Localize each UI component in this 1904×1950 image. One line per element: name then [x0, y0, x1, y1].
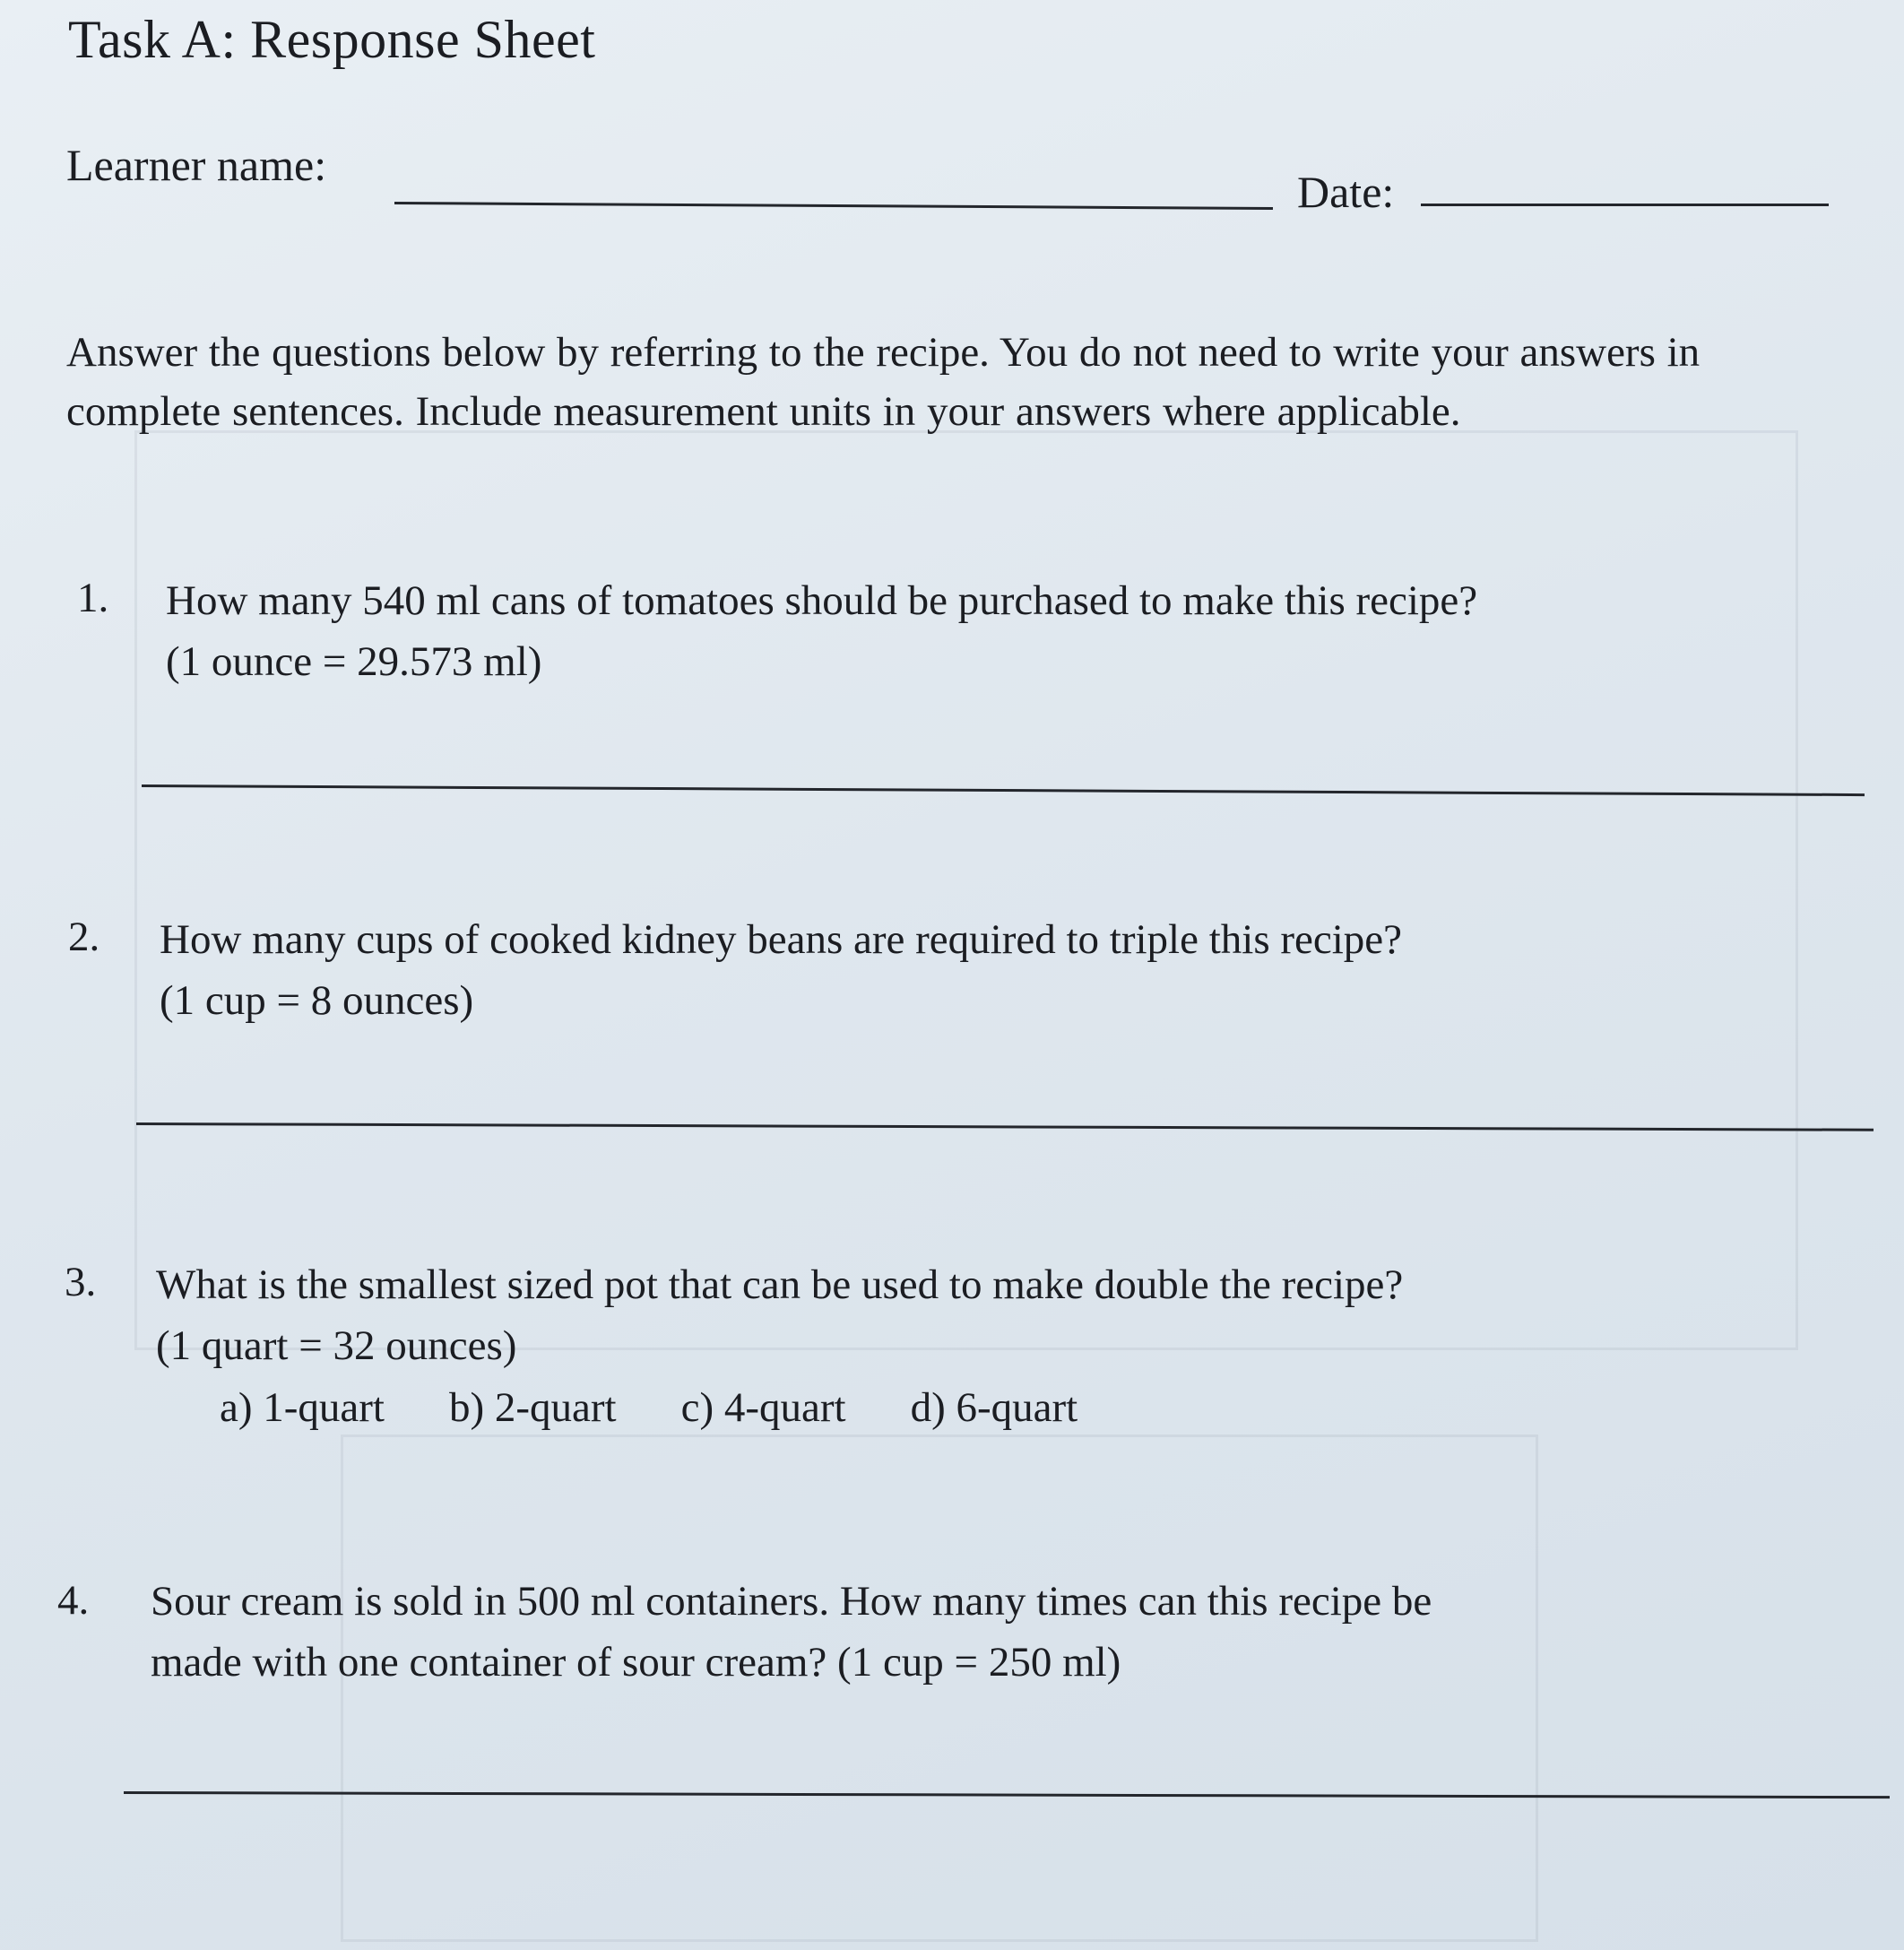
question-2-line-1: How many cups of cooked kidney beans are required to triple this recipe?	[160, 916, 1403, 963]
question-3-line-2: (1 quart = 32 ounces)	[156, 1322, 517, 1369]
question-4-number: 4.	[57, 1577, 90, 1624]
question-2-text	[160, 909, 1845, 1031]
question-3-line-1: What is the smallest sized pot that can be used to make double the recipe?	[156, 1261, 1404, 1308]
question-1-text	[166, 570, 1851, 692]
choice-a[interactable]: a) 1-quart	[220, 1384, 385, 1431]
question-3-number: 3.	[65, 1259, 97, 1305]
question-4-line-1: Sour cream is sold in 500 ml containers. How many times can this recipe be	[151, 1578, 1432, 1625]
choice-d[interactable]: d) 6-quart	[910, 1384, 1078, 1431]
question-4-line-2: made with one container of sour cream? (1 cup = 250 ml)	[151, 1639, 1121, 1686]
question-4-text	[151, 1571, 1836, 1693]
bleed-through-table	[134, 430, 1798, 1350]
date-label: Date:	[1297, 167, 1395, 217]
date-line[interactable]	[1421, 204, 1829, 206]
learner-name-label: Learner name:	[66, 140, 327, 190]
choice-c[interactable]: c) 4-quart	[680, 1384, 846, 1431]
page-title: Task A: Response Sheet	[68, 10, 596, 69]
question-2-line-2: (1 cup = 8 ounces)	[160, 977, 474, 1024]
question-1-line-1: How many 540 ml cans of tomatoes should be purchased to make this recipe?	[166, 577, 1478, 624]
question-2-number: 2.	[68, 914, 100, 960]
learner-name-line[interactable]	[394, 202, 1273, 210]
question-3-choices	[220, 1383, 1142, 1432]
question-1-line-2: (1 ounce = 29.573 ml)	[166, 638, 542, 685]
question-1-number: 1.	[77, 575, 109, 621]
choice-b[interactable]: b) 2-quart	[448, 1384, 617, 1431]
instructions-paragraph: Answer the questions below by referring to the recipe. You do not need to write your answers in complete sentences. Include measurement units in your answers where applicable.	[66, 329, 1701, 435]
question-3-text	[156, 1254, 1841, 1376]
